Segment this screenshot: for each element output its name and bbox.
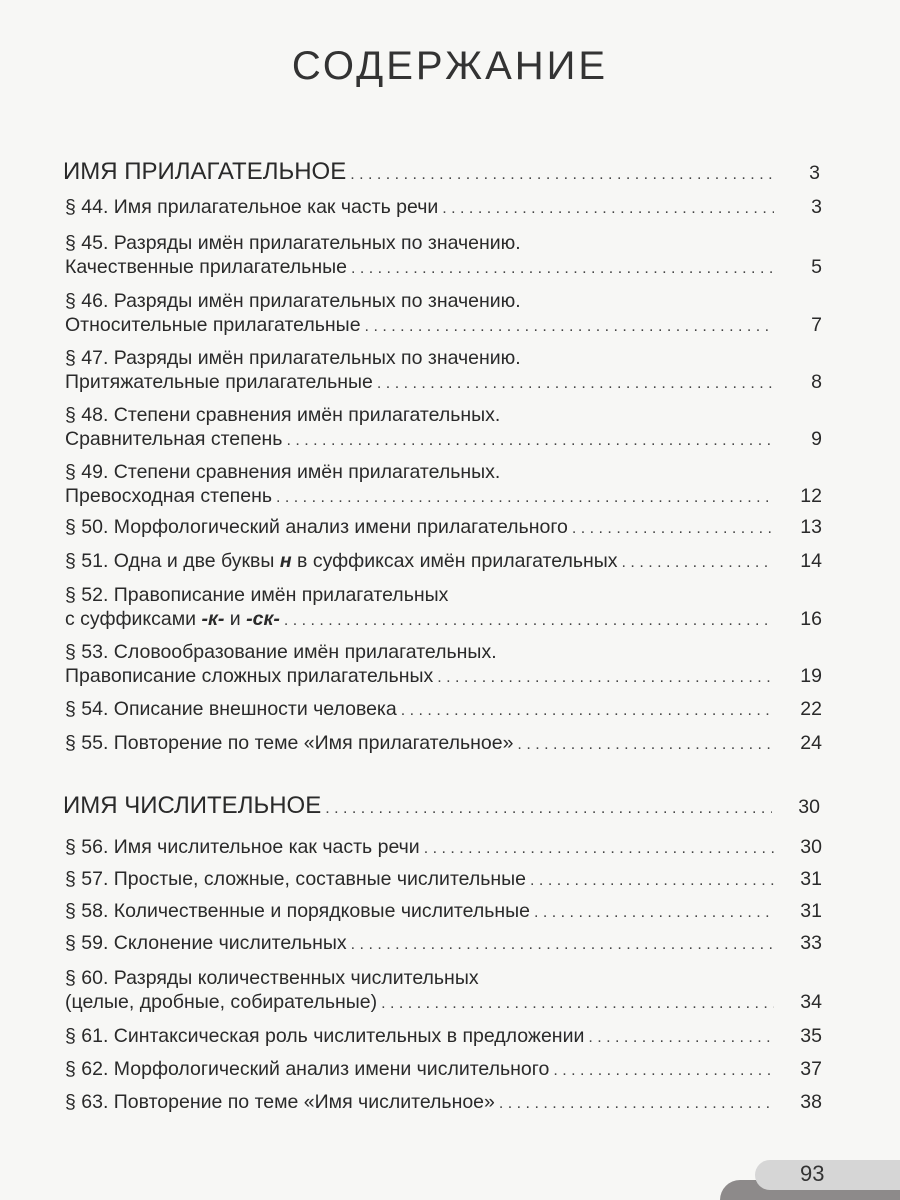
page-ref: 33: [800, 932, 822, 954]
entry-text: § 54. Описание внешности человека: [65, 698, 397, 720]
section-heading: [63, 792, 820, 822]
page-ref: 30: [800, 836, 822, 858]
entry-text: § 58. Количественные и порядковые числительные: [65, 900, 530, 922]
toc-entry: [65, 1025, 822, 1049]
leader-dots: [381, 995, 774, 1013]
toc-entry: [65, 868, 822, 892]
page-ref: 22: [800, 698, 822, 720]
leader-dots: [276, 489, 774, 507]
entry-text: § 45. Разряды имён прилагательных по значению.: [65, 232, 521, 254]
entry-text: Притяжательные прилагательные: [65, 371, 373, 393]
entry-text: § 56. Имя числительное как часть речи: [65, 836, 420, 858]
page-number-tab: [650, 1140, 900, 1200]
page-ref: 34: [800, 991, 822, 1013]
entry-text: § 60. Разряды количественных числительных: [65, 967, 479, 989]
entry-text: § 53. Словообразование имён прилагательных.: [65, 641, 497, 663]
leader-dots: [622, 554, 774, 572]
page-ref: 16: [800, 608, 822, 630]
page-ref: 35: [800, 1025, 822, 1047]
section-heading: [63, 158, 820, 188]
leader-dots: [442, 200, 774, 218]
page-ref: 3: [811, 196, 822, 218]
page-title: СОДЕРЖАНИЕ: [291, 44, 609, 88]
entry-text: и: [224, 608, 247, 630]
leader-dots: [350, 166, 772, 184]
leader-dots: [588, 1029, 774, 1047]
emphasis-letter: н: [279, 550, 292, 572]
page-ref: 9: [811, 428, 822, 450]
leader-dots: [530, 872, 774, 890]
leader-dots: [553, 1062, 774, 1080]
toc-entry: [65, 836, 822, 860]
entry-text: § 59. Склонение числительных: [65, 932, 347, 954]
entry-text: § 50. Морфологический анализ имени прилагательного: [65, 516, 568, 538]
page-ref: 8: [811, 371, 822, 393]
entry-text: (целые, дробные, собирательные): [65, 991, 378, 1013]
leader-dots: [325, 800, 772, 818]
page-ref: 37: [800, 1058, 822, 1080]
toc-entry: [65, 967, 822, 1015]
leader-dots: [424, 840, 774, 858]
toc-entry: [65, 347, 822, 395]
entry-text: § 52. Правописание имён прилагательных: [65, 584, 449, 606]
entry-text: § 63. Повторение по теме «Имя числительное»: [65, 1091, 495, 1113]
page-ref: 3: [809, 162, 820, 184]
section-title: ИМЯ ПРИЛАГАТЕЛЬНОЕ: [63, 158, 347, 185]
leader-dots: [572, 520, 774, 538]
toc-entry: [65, 461, 822, 509]
leader-dots: [437, 669, 774, 687]
entry-text: Относительные прилагательные: [65, 314, 361, 336]
toc-entry: [65, 290, 822, 338]
toc-entry: [65, 641, 822, 689]
toc-entry: [65, 1058, 822, 1082]
toc-entry: [65, 404, 822, 452]
leader-dots: [351, 936, 774, 954]
tab-face: [755, 1160, 900, 1190]
emphasis-suffix: -ск-: [246, 608, 280, 630]
toc-entry: [65, 196, 822, 220]
entry-text: Превосходная степень: [65, 485, 272, 507]
leader-dots: [351, 260, 774, 278]
page-ref: 13: [800, 516, 822, 538]
toc-entry: [65, 516, 822, 540]
toc-entry: [65, 732, 822, 756]
leader-dots: [286, 432, 774, 450]
emphasis-suffix: -к-: [201, 608, 225, 630]
entry-text: § 51. Одна и две буквы: [65, 550, 280, 572]
page-ref: 31: [800, 868, 822, 890]
entry-text: Правописание сложных прилагательных: [65, 665, 434, 687]
leader-dots: [284, 612, 774, 630]
page-ref: 7: [811, 314, 822, 336]
page-ref: 30: [798, 796, 820, 818]
leader-dots: [365, 318, 774, 336]
page-ref: 31: [800, 900, 822, 922]
entry-text: § 44. Имя прилагательное как часть речи: [65, 196, 439, 218]
toc-entry: [65, 932, 822, 956]
page-number: 93: [800, 1161, 825, 1186]
leader-dots: [377, 375, 774, 393]
toc-entry: [65, 550, 822, 574]
entry-text: с суффиксами: [65, 608, 202, 630]
entry-text: § 49. Степени сравнения имён прилагательных.: [65, 461, 501, 483]
leader-dots: [534, 904, 774, 922]
section-title: ИМЯ ЧИСЛИТЕЛЬНОЕ: [63, 792, 322, 819]
entry-text: § 57. Простые, сложные, составные числительные: [65, 868, 527, 890]
leader-dots: [401, 702, 774, 720]
page-ref: 12: [800, 485, 822, 507]
page-ref: 38: [800, 1091, 822, 1113]
page-ref: 5: [811, 256, 822, 278]
toc-entry: [65, 698, 822, 722]
page-ref: 19: [800, 665, 822, 687]
entry-text: § 47. Разряды имён прилагательных по значению.: [65, 347, 521, 369]
entry-text: Качественные прилагательные: [65, 256, 347, 278]
toc-entry: [65, 584, 822, 632]
entry-text: § 61. Синтаксическая роль числительных в предложении: [65, 1025, 585, 1047]
entry-text: § 55. Повторение по теме «Имя прилагательное»: [65, 732, 514, 754]
entry-text: § 46. Разряды имён прилагательных по значению.: [65, 290, 521, 312]
toc-entry: [65, 900, 822, 924]
leader-dots: [499, 1095, 774, 1113]
entry-text: § 48. Степени сравнения имён прилагательных.: [65, 404, 501, 426]
entry-text: в суффиксах имён прилагательных: [291, 550, 618, 572]
page-ref: 24: [800, 732, 822, 754]
entry-text: § 62. Морфологический анализ имени числительного: [65, 1058, 550, 1080]
leader-dots: [517, 736, 774, 754]
page-ref: 14: [800, 550, 822, 572]
toc-entry: [65, 1091, 822, 1115]
entry-text: Сравнительная степень: [65, 428, 283, 450]
toc-entry: [65, 232, 822, 280]
